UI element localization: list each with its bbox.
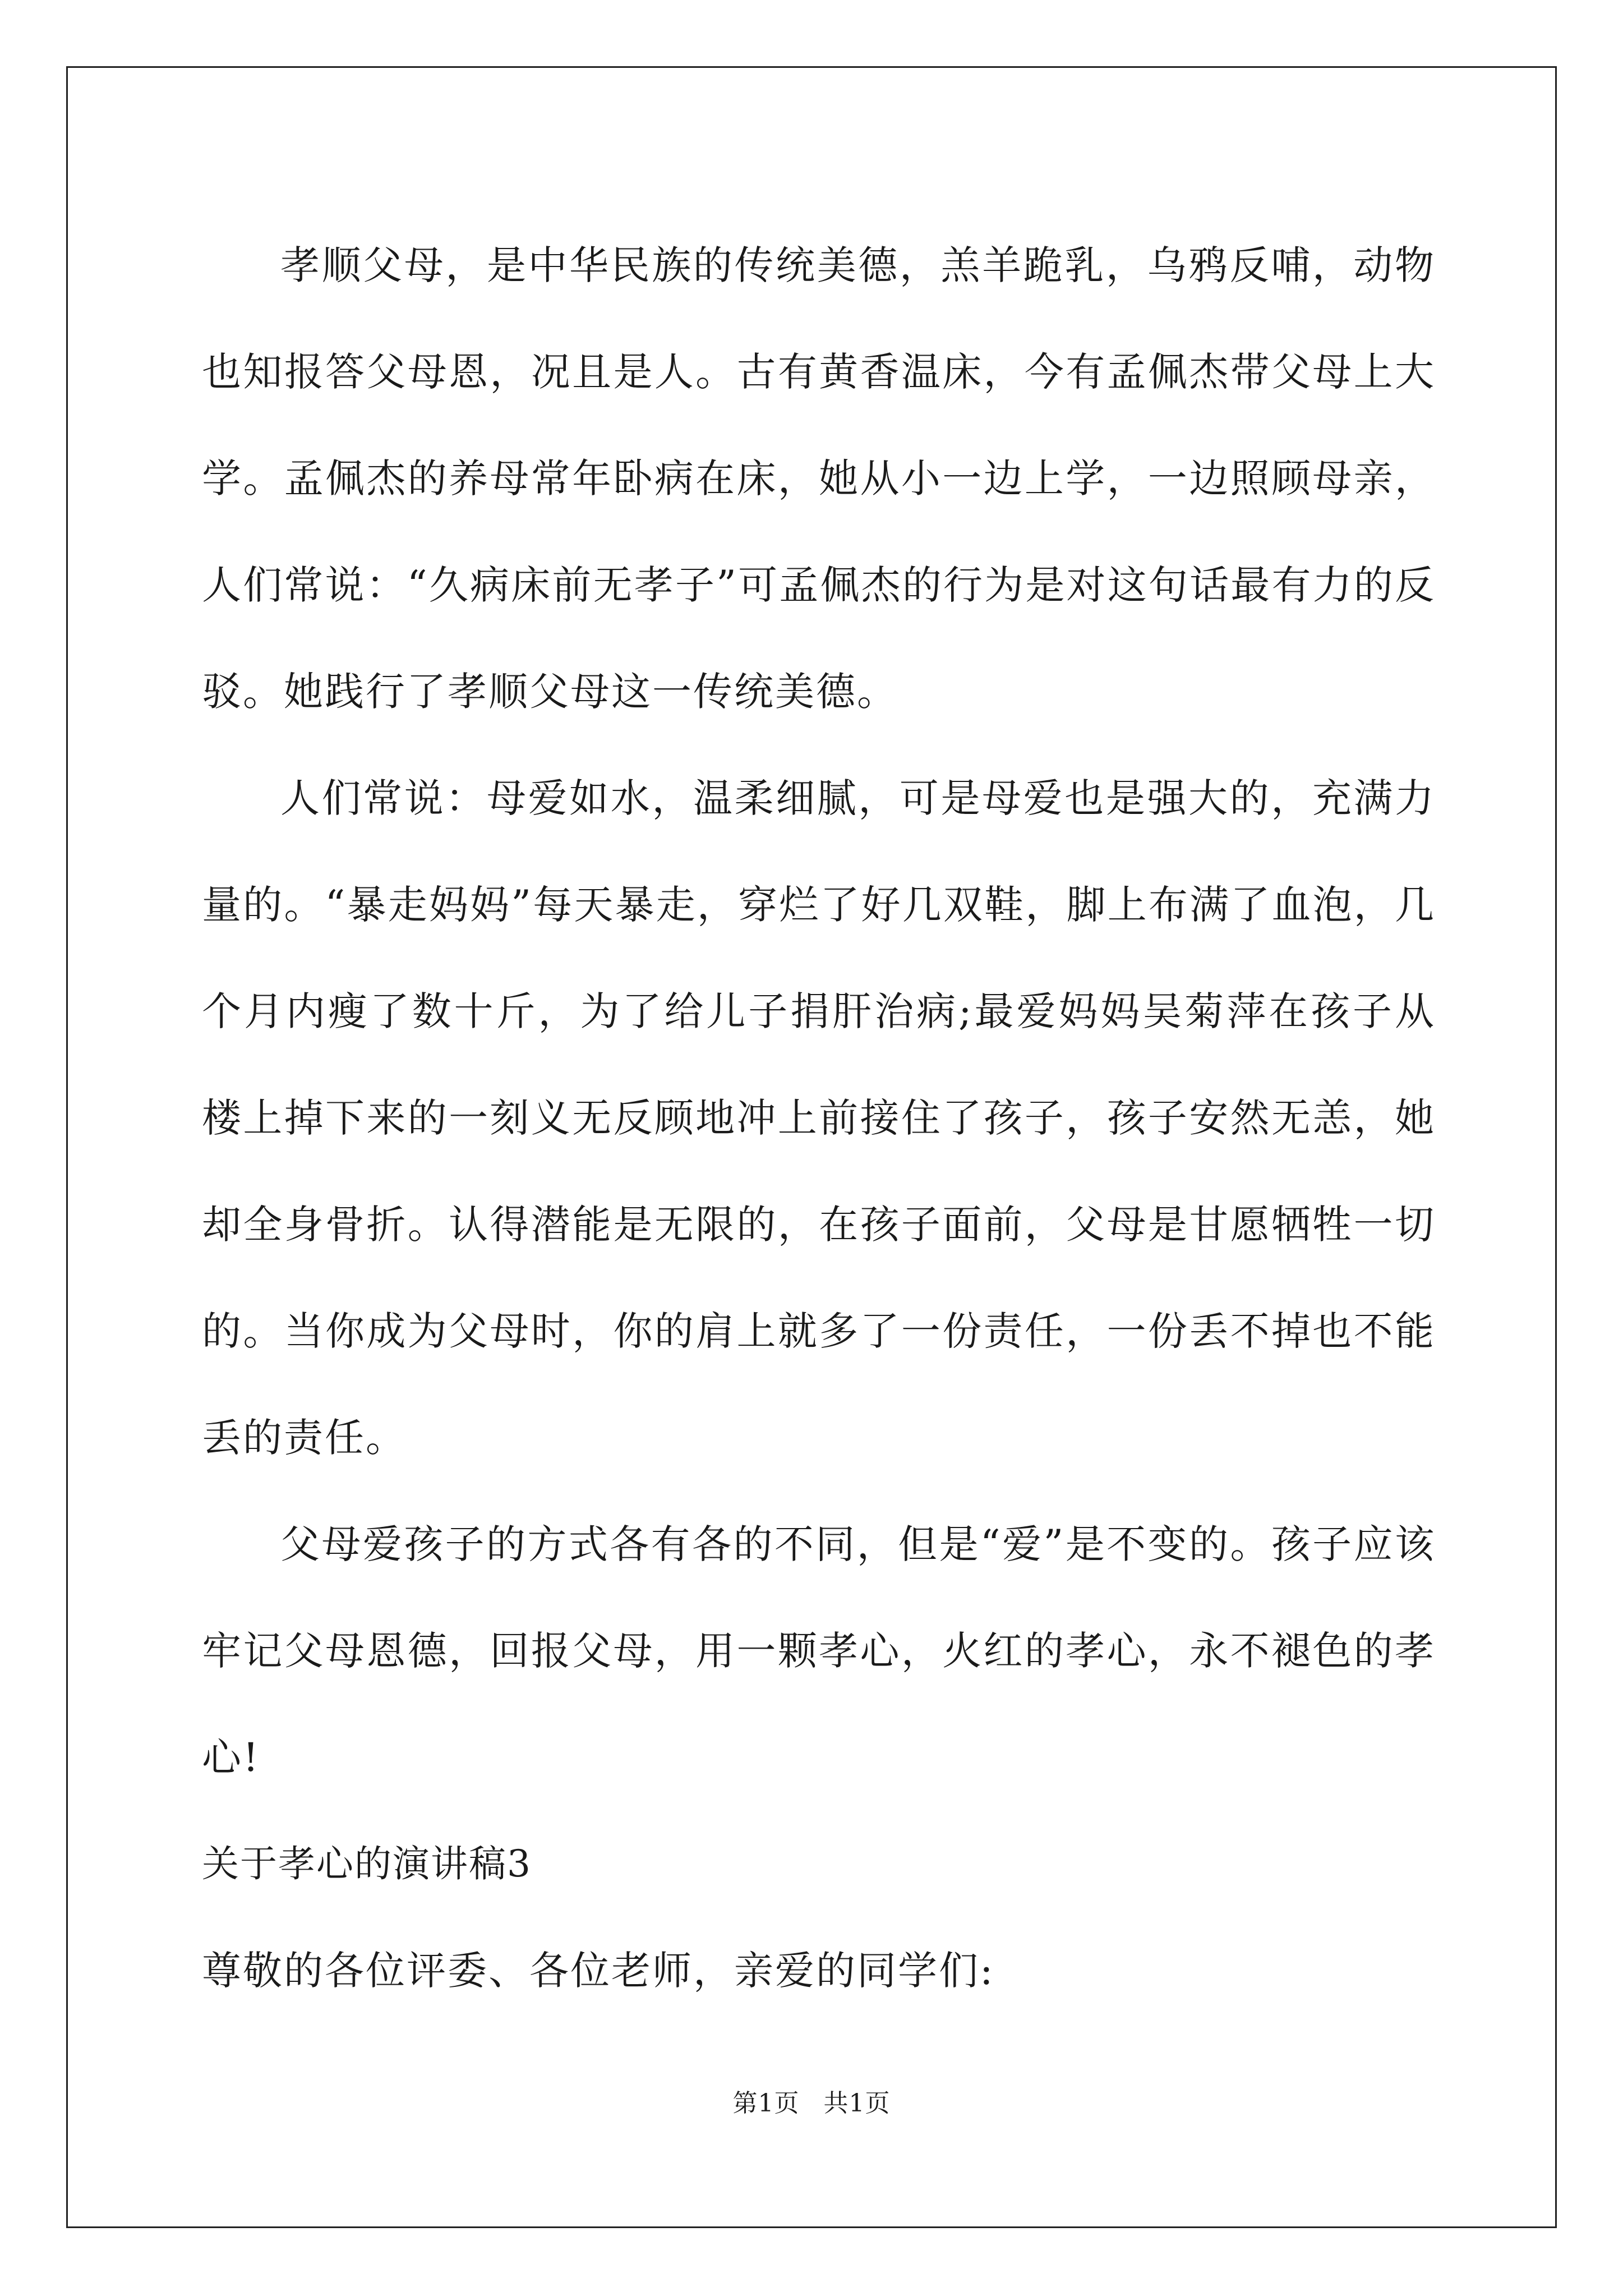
paragraph-filial-piety: 孝顺父母，是中华民族的传统美德，羔羊跪乳，乌鸦反哺，动物也知报答父母恩，况且是人。古有黄香温床，今有孟佩杰带父母上大学。孟佩杰的养母常年卧病在床，她从小一边上学，一边照顾母亲，人们常说：“久病床前无孝子”可孟佩杰的行为是对这句话最有力的反驳。她践行了孝顺父母这一传统美德。	[202, 242, 1436, 715]
speech-heading: 关于孝心的演讲稿3	[202, 1842, 532, 1885]
document-body	[202, 212, 1436, 2024]
paragraph-conclusion: 父母爱孩子的方式各有各的不同，但是“爱”是不变的。孩子应该牢记父母恩德，回报父母，用一颗孝心，火红的孝心，永不褪色的孝心!	[202, 1521, 1436, 1780]
page-number: 第1页	[732, 2089, 800, 2118]
page-footer	[0, 2087, 1623, 2120]
salutation: 尊敬的各位评委、各位老师，亲爱的同学们:	[202, 1948, 995, 1994]
paragraph-mother-love: 人们常说：母爱如水，温柔细腻，可是母爱也是强大的，充满力量的。“暴走妈妈”每天暴走，穿烂了好几双鞋，脚上布满了血泡，几个月内瘦了数十斤，为了给儿子捐肝治病;最爱妈妈吴菊萍在孩子从楼上掉下来的一刻义无反顾地冲上前接住了孩子，孩子安然无恙，她却全身骨折。认得潜能是无限的，在孩子面前，父母是甘愿牺牲一切的。当你成为父母时，你的肩上就多了一份责任，一份丢不掉也不能丢的责任。	[202, 775, 1436, 1461]
page-total: 共1页	[823, 2089, 891, 2118]
